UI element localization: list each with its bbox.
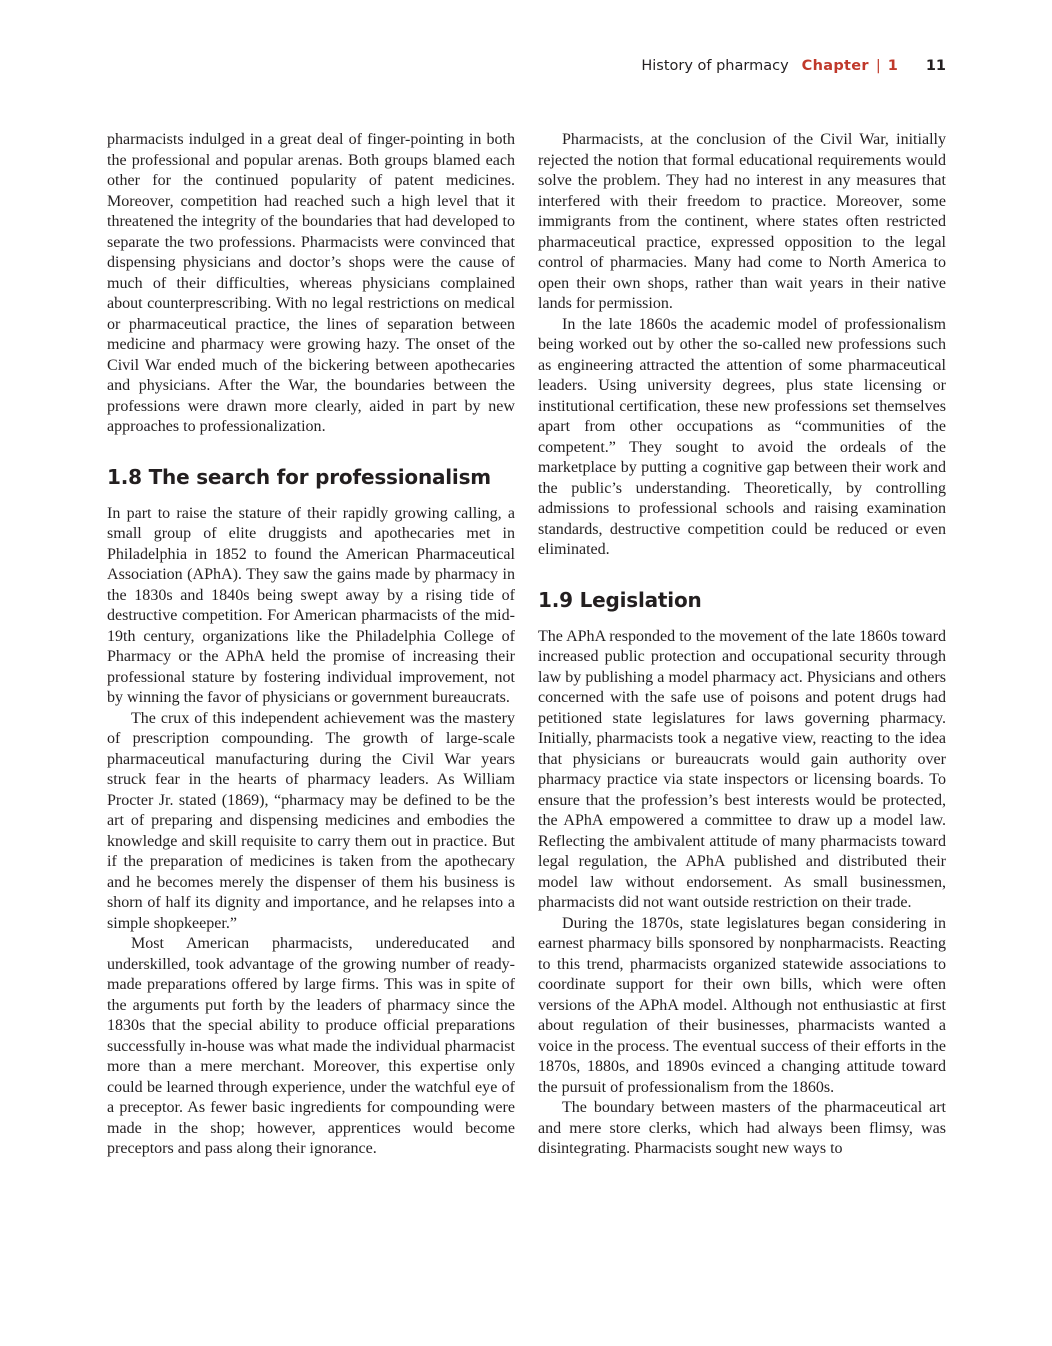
header-separator: | bbox=[875, 58, 881, 74]
body-paragraph: Pharmacists, at the conclusion of the Civil War, initially rejected the notion that formal educational requirements would solve the problem. They had no interest in any measures that interfered with their freedom to practice. Moreover, some immigrants from the continent, where states often restricted pharmaceutical practice, expressed opposition to the legal control of pharmacies. Many had come to North America to open their own shops, rather than wait years in their native lands for permission. bbox=[538, 131, 946, 312]
section-heading-1-8: 1.8 The search for professionalism bbox=[107, 464, 491, 489]
body-paragraph: During the 1870s, state legislatures began considering in earnest pharmacy bills sponsored by nonpharmacists. Reacting to this trend, pharmacists organized statewide associations to coordinate support for their own bills, which were often versions of the APhA model. Although not enthusiastic at first about regulation of their businesses, pharmacists wanted a voice in the process. The eventual success of their efforts in the 1870s, 1880s, and 1890s evinced a changing attitude toward the pursuit of professionalism from the 1860s. bbox=[538, 914, 946, 1096]
chapter-label: Chapter bbox=[801, 58, 869, 74]
body-paragraph: Most American pharmacists, undereducated and underskilled, took advantage of the growing number of ready-made preparations offered by large firms. This was in spite of the arguments put forth by the leaders of pharmacy since the 1830s that the special ability to produce official preparations successfully in-house was what made the individual pharmacist more than a mere merchant. Moreover, this expertise only could be learned through experience, under the watchful eye of a preceptor. As fewer basic ingredients for compounding were made in the shop; however, apprentices would become preceptors and pass along their ignorance. bbox=[107, 935, 515, 1157]
running-header bbox=[641, 58, 946, 78]
body-paragraph: The boundary between masters of the pharmaceutical art and mere store clerks, which had always been flimsy, was disintegrating. Pharmacists sought new ways to bbox=[538, 1099, 946, 1157]
body-paragraph: The APhA responded to the movement of the late 1860s toward increased public protection and occupational security through law by publishing a model pharmacy act. Physicians and others concerned with the safe use of poisons and potent drugs had petitioned state legislatures for laws governing pharmacy. Initially, pharmacists took a negative view, reacting to the idea that physicians or bureaucrats would gain authority over pharmacy practice via state inspectors or licensing boards. To ensure that the profession’s best interests would be protected, the APhA empowered a committee to draw up a model law. Reflecting the ambivalent attitude of many pharmacists toward legal regulation, the APhA published and distributed their model law without endorsement. As small businessmen, pharmacists did not want outside restriction on their trade. bbox=[538, 627, 946, 911]
page-number: 11 bbox=[925, 58, 946, 74]
left-column bbox=[107, 130, 515, 1160]
body-paragraph: pharmacists indulged in a great deal of finger-pointing in both the professional and popular arenas. Both groups blamed each other for the continued popularity of patent medicines. Moreover, competition had reached such a high level that it threatened the integrity of the boundaries that had developed to separate the two professions. Pharmacists were convinced that dispensing physicians and doctor’s shops were the cause of much of their difficulties, whereas physicians complained about counterprescribing. With no legal restrictions on medical or pharmaceutical practice, the lines of separation between medicine and pharmacy were growing hazy. The onset of the Civil War ended much of the bickering between apothecaries and physicians. After the War, the boundaries between the professions were drawn more clearly, aided in part by new approaches to professionalization. bbox=[107, 131, 515, 435]
body-paragraph: In the late 1860s the academic model of professionalism being worked out by other the so-called new professions such as engineering attracted the attention of some pharmaceutical leaders. Using university degrees, plus state licensing or institutional certification, these new professions set themselves apart from other occupations as “communities of the competent.” They sought to avoid the ordeals of the marketplace by putting a cognitive gap between their work and the public’s understanding. Theoretically, by controlling admissions to professional schools and raising examination standards, destructive competition could be reduced or even eliminated. bbox=[538, 315, 946, 558]
running-title: History of pharmacy bbox=[641, 58, 789, 74]
right-column bbox=[538, 130, 946, 1160]
body-paragraph: The crux of this independent achievement was the mastery of prescription compounding. The growth of large-scale pharmaceutical manufacturing during the Civil War years struck fear in the hearts of pharmacy leaders. As William Procter Jr. stated (1869), “pharmacy may be defined to be the art of preparing and dispensing medicines and embodies the knowledge and skill requisite to carry them out in practice. But if the preparation of medicines is taken from the apothecary and he becomes merely the dispenser of them his business is shorn of half its dignity and importance, and he relapses into a simple shopkeeper.” bbox=[107, 709, 515, 932]
chapter-number: 1 bbox=[887, 58, 898, 74]
section-heading-1-9: 1.9 Legislation bbox=[538, 587, 702, 612]
body-paragraph: In part to raise the stature of their rapidly growing calling, a small group of elite druggists and apothecaries met in Philadelphia in 1852 to found the American Pharmaceutical Association (APhA). They saw the gains made by pharmacy in the 1830s and 1840s being swept away by a rising tide of destructive competition. For American pharmacists of the mid-19th century, organizations like the Philadelphia College of Pharmacy or the APhA held the promise of increasing their professional stature by fostering individual improvement, not by winning the favor of physicians or government bureaucrats. bbox=[107, 504, 515, 706]
